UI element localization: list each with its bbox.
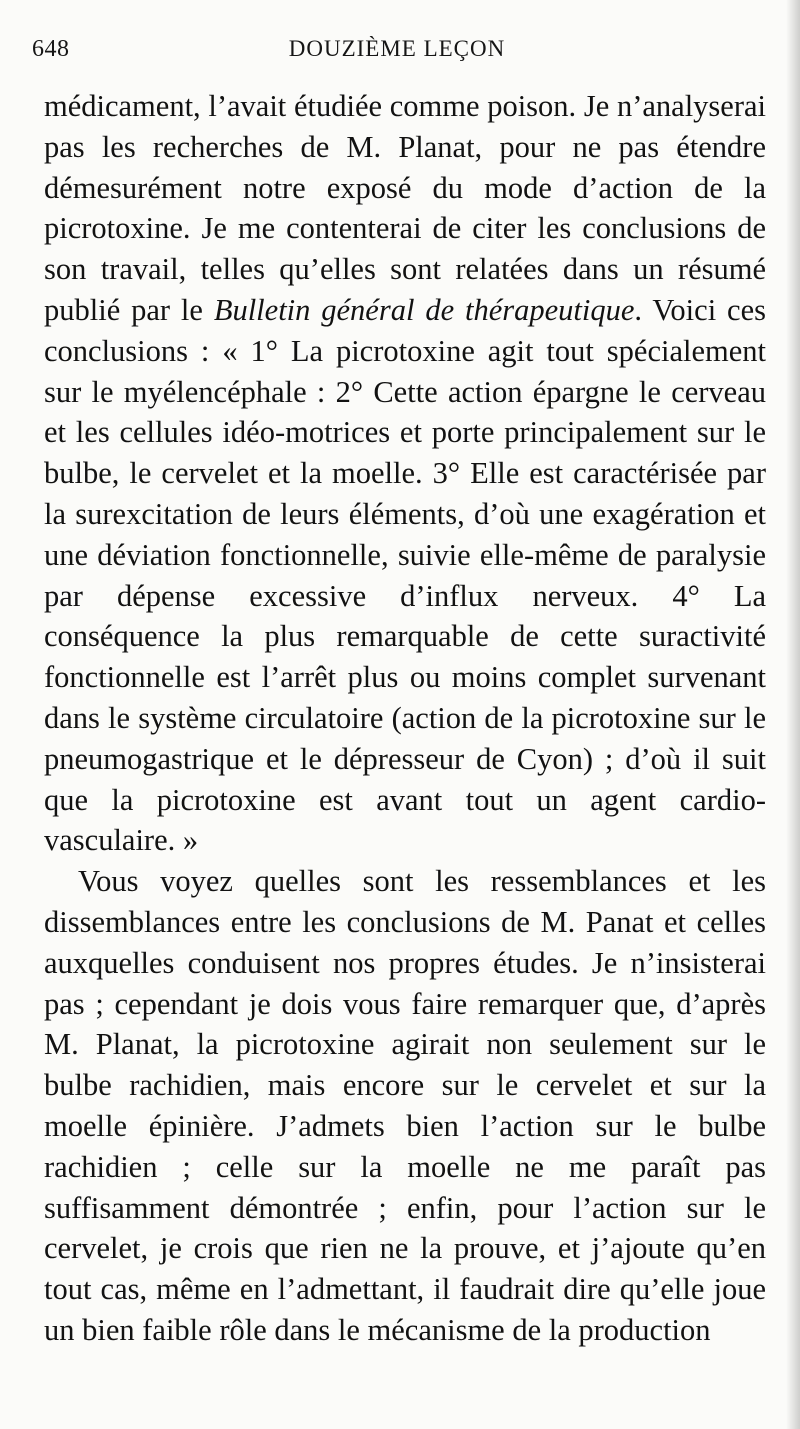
scan-shadow-edge [786,0,800,1429]
page-header [32,36,762,76]
paragraph-1 [44,86,766,861]
journal-title: Bulletin général de thérapeutique [213,292,635,327]
paragraph-1-text-end: . Voici ces conclusions : « 1° La picrotoxine agit tout spécialement sur le myélencéphale : 2° Cette action épargne le cerveau et les cellules idéo-motrices et porte principalement sur le bulbe, le cervelet et la moelle. 3° Elle est caractérisée par la surexcitation de leurs éléments, d’où une exagération et une déviation fonctionnelle, suivie elle-même de paralysie par dépense excessive d’influx nerveux. 4° La conséquence la plus remarquable de cette suractivité fonctionnelle est l’arrêt plus ou moins complet survenant dans le système circulatoire (action de la picrotoxine sur le pneumogastrique et le dépresseur de Cyon) ; d’où il suit que la picrotoxine est avant tout un agent cardio-vasculaire. » [44,292,766,858]
body-text [44,86,766,1351]
paragraph-1-text-start: médicament, l’avait étudiée comme poison. Je n’analyserai pas les recherches de M. Planat, pour ne pas étendre démesurément notre exposé du mode d’action de la picrotoxine. Je me contenterai de citer les conclusions de son travail, telles qu’elles sont relatées dans un résumé publié par le [44,89,766,327]
running-head: DOUZIÈME LEÇON [288,36,506,61]
paragraph-2: Vous voyez quelles sont les ressemblances et les dissemblances entre les conclusions de M. Panat et celles auxquelles conduisent nos propres études. Je n’insisterai pas ; cependant je dois vous faire remarquer que, d’après M. Planat, la picrotoxine agirait non seulement sur le bulbe rachidien, mais encore sur le cervelet et sur la moelle épinière. J’admets bien l’action sur le bulbe rachidien ; celle sur la moelle ne me paraît pas suffisamment démontrée ; enfin, pour l’action sur le cervelet, je crois que rien ne la prouve, et j’ajoute qu’en tout cas, même en l’admettant, il faudrait dire qu’elle joue un bien faible rôle dans le mécanisme de la production [44,864,766,1347]
page-number: 648 [32,36,70,62]
